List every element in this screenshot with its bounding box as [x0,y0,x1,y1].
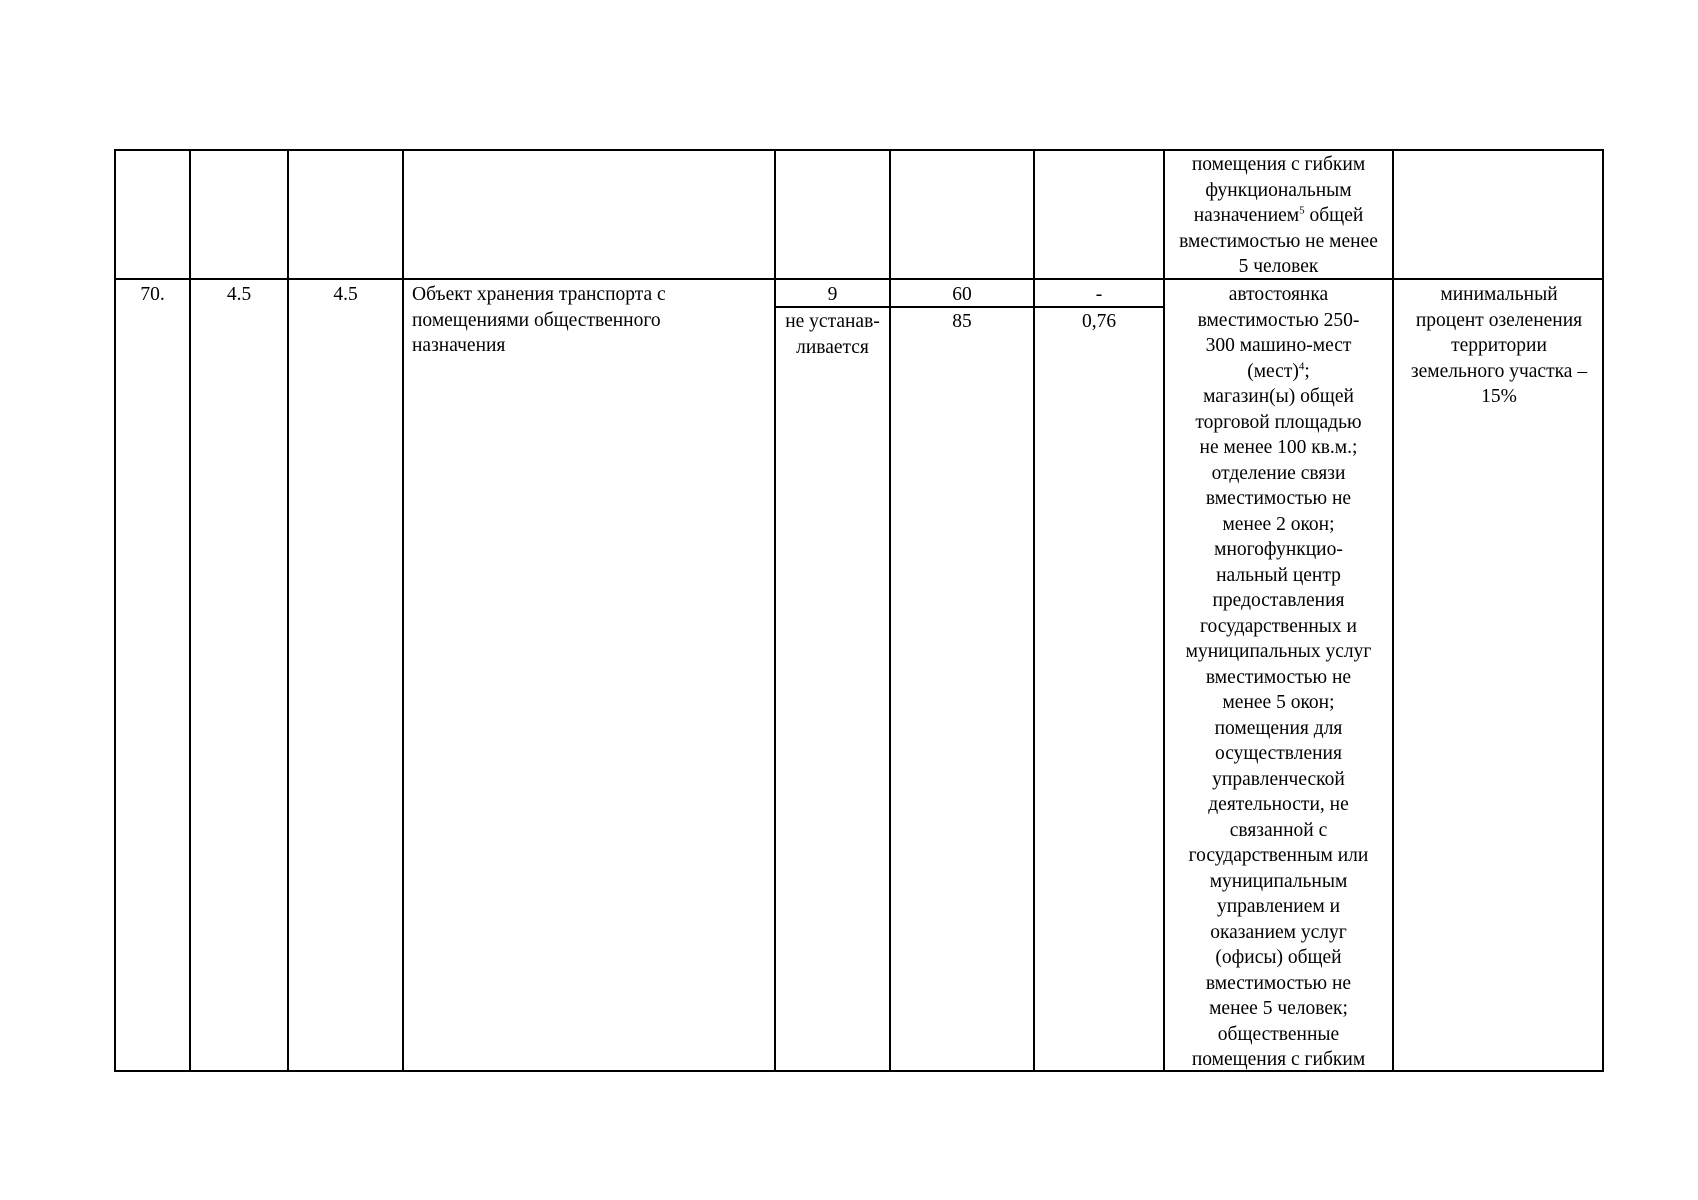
footnote-ref: 4 [1298,360,1305,372]
column-divider [402,151,404,1070]
data-table [114,149,1604,1072]
subrow-a-col5: 9 [827,284,838,305]
landscaping-requirement: минимальный процент озеленения территории земельного участка – 15% [1410,284,1588,407]
code-2: 4.5 [333,284,358,305]
code-1: 4.5 [226,284,252,305]
subrow-b-col6: 85 [952,311,972,332]
permitted-uses-conditions: автостоянка вместимостью 250- 300 машино-мест (мест)$^4$; магазин(ы) общей торговой площадью не менее 100 кв.м.; отделение связи вместимостью не менее 2 окон; многофункцио- нальный центр предоставления государственных и муниципальных услуг вместимостью не менее 5 окон; помещения для осуществления управленческой деятельности, не связанной с государственным или муниципальным управлением и оказанием услуг (офисы) общей вместимостью не менее 5 человек; общественные помещения с гибким [1185,284,1372,1070]
subrow-b-col5: не устанав- ливается [785,311,880,358]
object-name: Объект хранения транспорта с помещениями общественного назначения [412,284,666,356]
subrow-a-col7: - [1095,284,1103,305]
subrow-a-col6: 60 [952,284,972,305]
row-number: 70. [140,284,165,305]
footnote-ref: 5 [1299,204,1305,217]
subrow-b-col7: 0,76 [1081,311,1117,332]
continued-description: помещения с гибким функциональным назначением$^5$ общей вместимостью не менее 5 человек [1179,154,1378,277]
